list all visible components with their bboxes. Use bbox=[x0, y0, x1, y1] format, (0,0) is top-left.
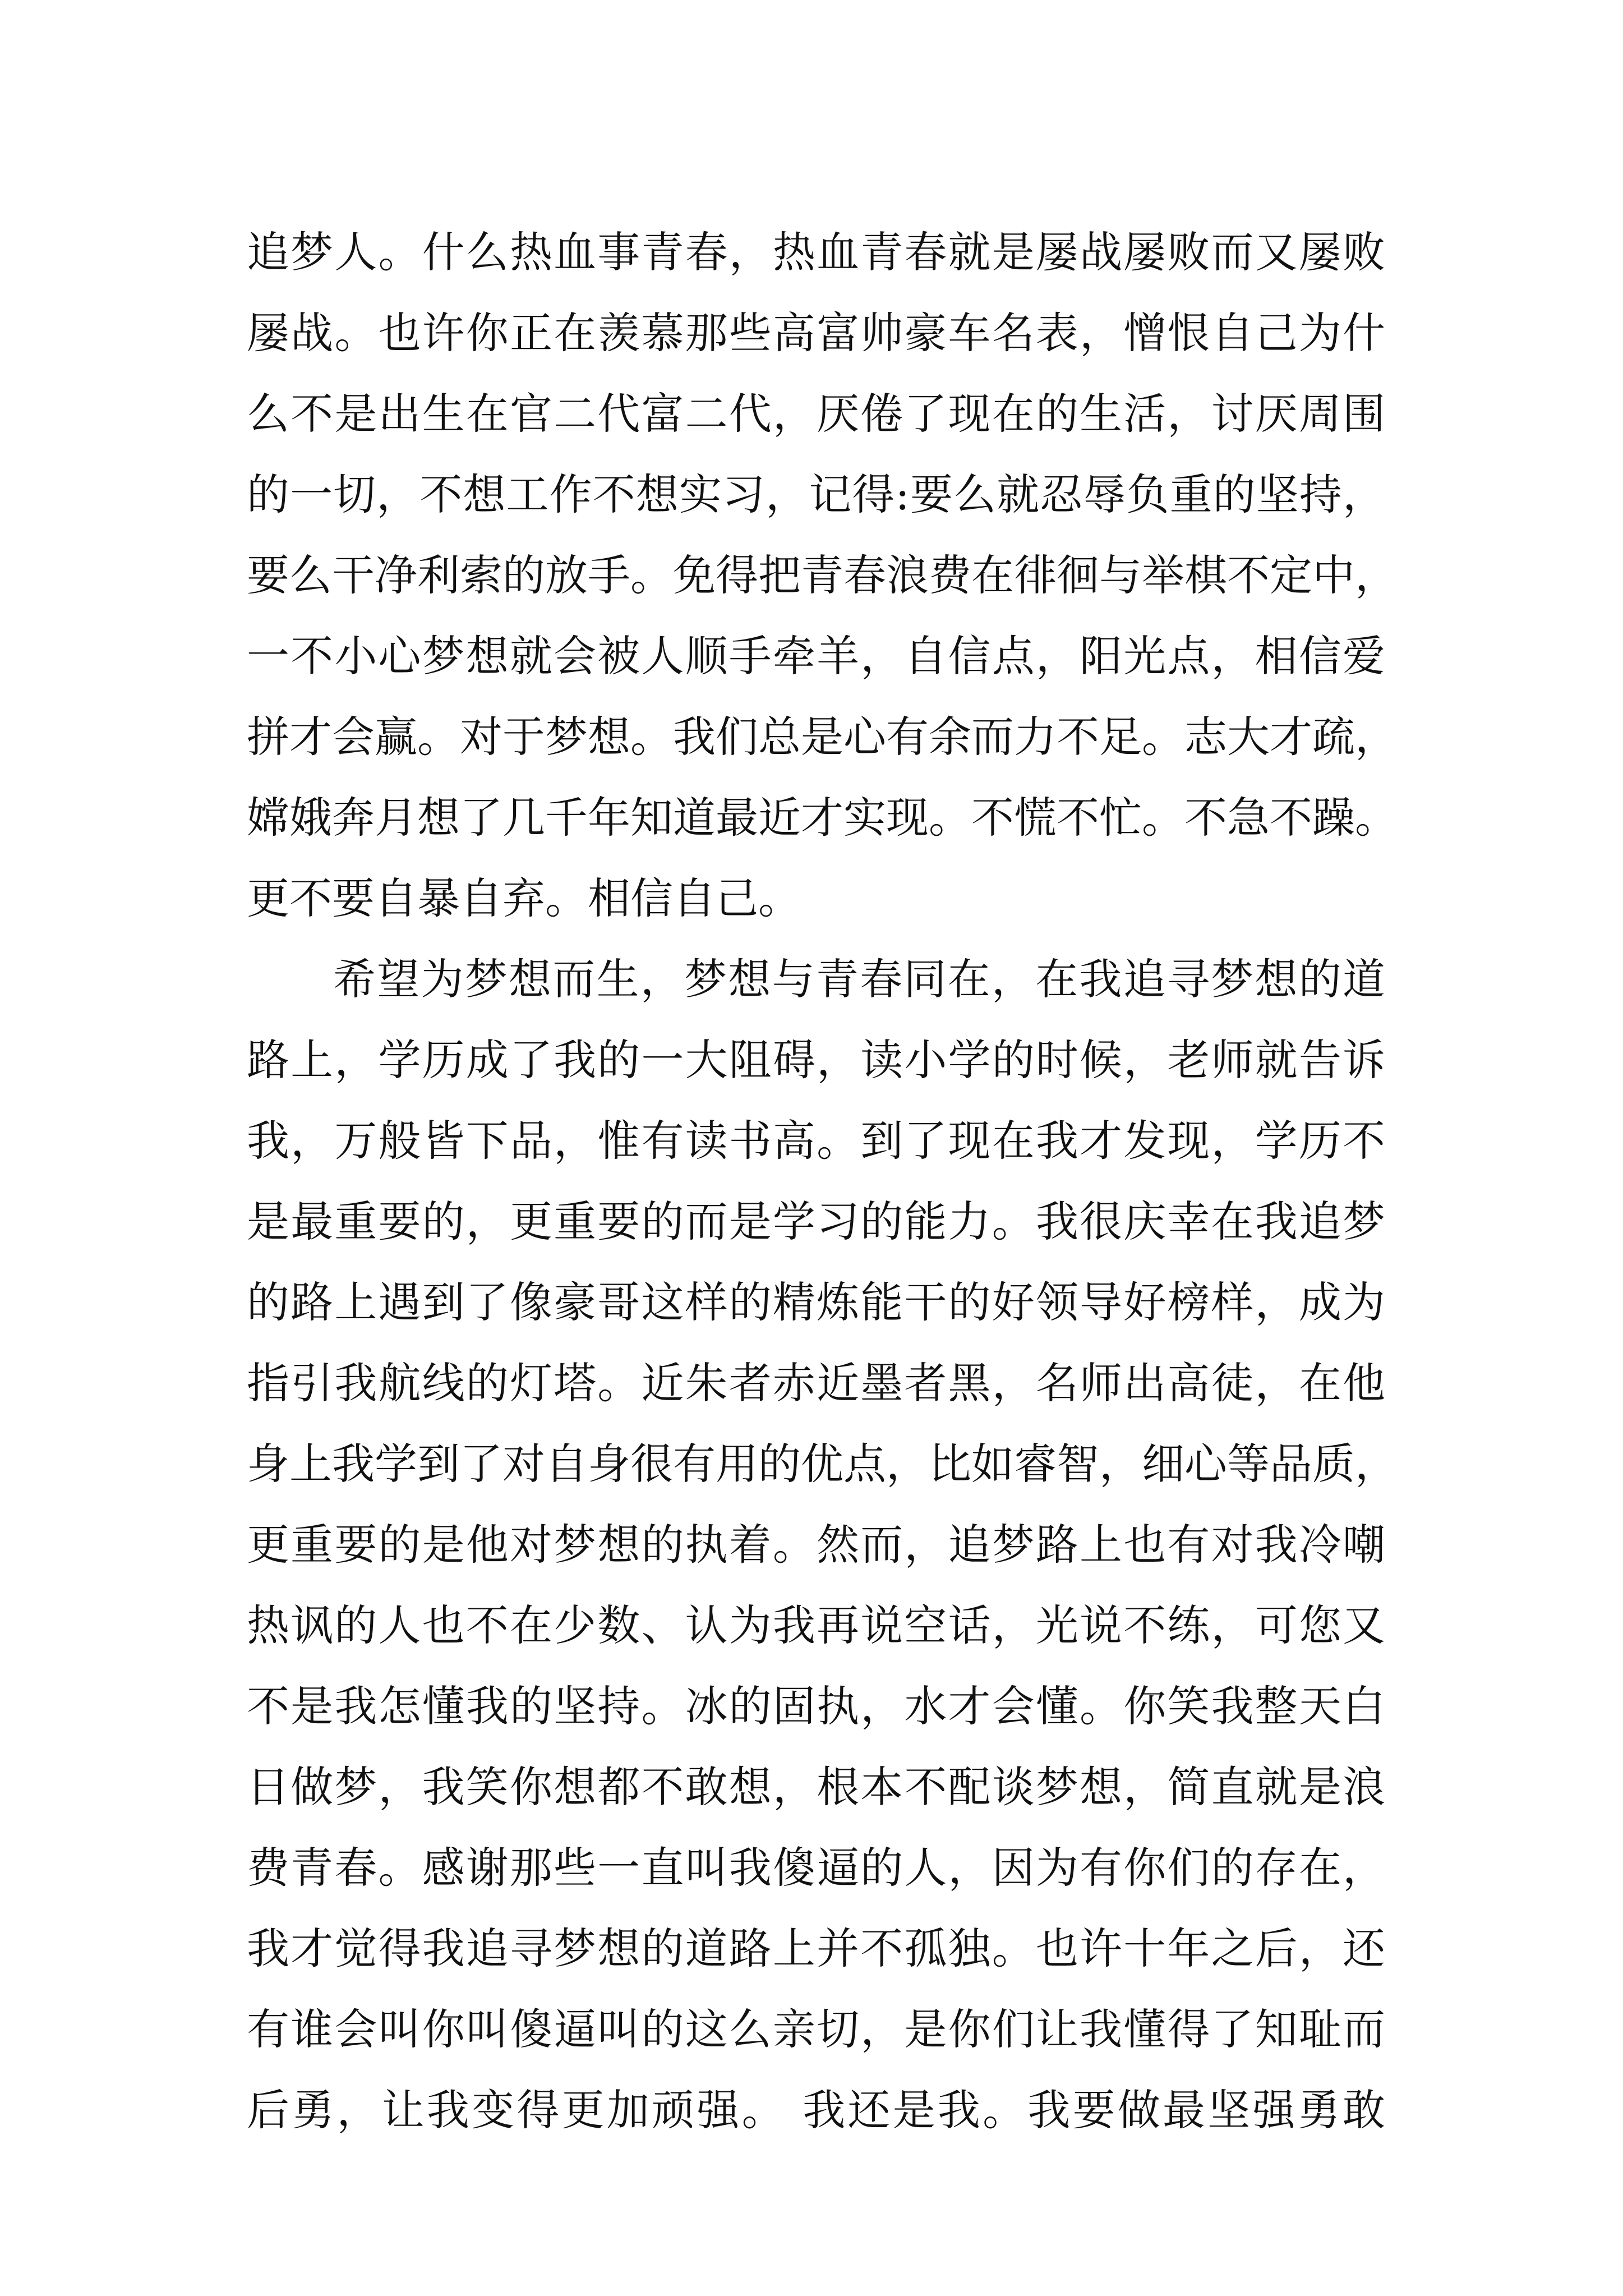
text-line: 一不小心梦想就会被人顺手牵羊，自信点，阳光点，相信爱 bbox=[247, 631, 1385, 681]
text-line: 追梦人。什么热血事青春，热血青春就是屡战屡败而又屡败 bbox=[247, 227, 1385, 277]
text-line: 指引我航线的灯塔。近朱者赤近墨者黑，名师出高徒，在他 bbox=[247, 1358, 1385, 1408]
text-line: 要么干净利索的放手。免得把青春浪费在徘徊与举棋不定中， bbox=[247, 550, 1398, 600]
text-line: 拼才会赢。对于梦想。我们总是心有余而力不足。志大才疏， bbox=[247, 712, 1398, 762]
text-line: 希望为梦想而生，梦想与青春同在，在我追寻梦想的道 bbox=[333, 954, 1385, 1004]
text-line: 我，万般皆下品，惟有读书高。到了现在我才发现，学历不 bbox=[247, 1116, 1385, 1166]
text-line: 更重要的是他对梦想的执着。然而，追梦路上也有对我冷嘲 bbox=[247, 1520, 1385, 1570]
text-line: 不是我怎懂我的坚持。冰的固执，水才会懂。你笑我整天白 bbox=[247, 1681, 1385, 1731]
body-text bbox=[247, 212, 1398, 2151]
text-line: 身上我学到了对自身很有用的优点，比如睿智，细心等品质， bbox=[247, 1439, 1398, 1489]
text-line: 路上，学历成了我的一大阻碍，读小学的时候，老师就告诉 bbox=[247, 1035, 1385, 1085]
text-line: 我才觉得我追寻梦想的道路上并不孤独。也许十年之后，还 bbox=[247, 1924, 1385, 1973]
text-line: 屡战。也许你正在羡慕那些高富帅豪车名表，憎恨自己为什 bbox=[247, 308, 1385, 358]
text-line: 有谁会叫你叫傻逼叫的这么亲切，是你们让我懂得了知耻而 bbox=[247, 2004, 1385, 2054]
text-line: 后勇，让我变得更加顽强。 我还是我。我要做最坚强勇敢 bbox=[247, 2085, 1385, 2135]
text-line: 是最重要的，更重要的而是学习的能力。我很庆幸在我追梦 bbox=[247, 1197, 1385, 1246]
text-line: 日做梦，我笑你想都不敢想，根本不配谈梦想，简直就是浪 bbox=[247, 1762, 1385, 1812]
text-line: 么不是出生在官二代富二代，厌倦了现在的生活，讨厌周围 bbox=[247, 389, 1385, 439]
text-line: 的路上遇到了像豪哥这样的精炼能干的好领导好榜样，成为 bbox=[247, 1277, 1385, 1327]
text-line: 嫦娥奔月想了几千年知道最近才实现。不慌不忙。不急不躁。 bbox=[247, 793, 1398, 843]
text-line: 费青春。感谢那些一直叫我傻逼的人，因为有你们的存在， bbox=[247, 1843, 1385, 1893]
paragraph-1 bbox=[247, 212, 1398, 939]
text-line: 更不要自暴自弃。相信自己。 bbox=[247, 873, 801, 923]
text-line: 热讽的人也不在少数、认为我再说空话，光说不练，可您又 bbox=[247, 1600, 1385, 1650]
paragraph-2 bbox=[247, 939, 1398, 2151]
text-line: 的一切，不想工作不想实习，记得:要么就忍辱负重的坚持， bbox=[247, 470, 1385, 519]
